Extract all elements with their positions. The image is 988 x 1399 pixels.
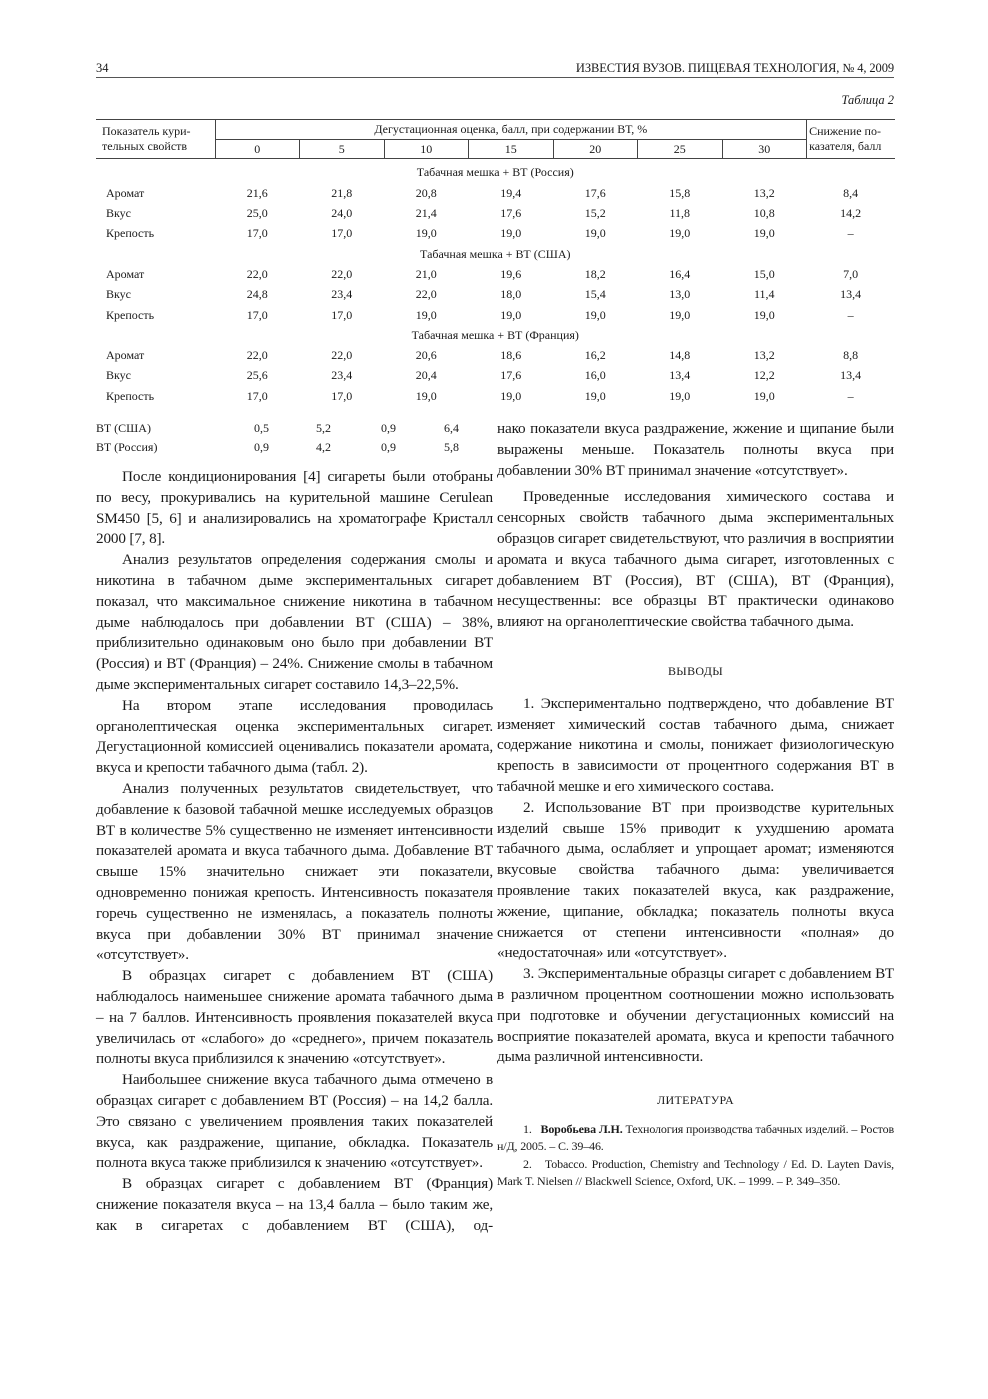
- score-cell: 20,4: [415, 368, 437, 383]
- header-conc: 5: [300, 140, 385, 159]
- table-row: [96, 224, 895, 244]
- paragraph: Проведенные исследования химического состава и сенсорных свойств табачного дыма экспериментальных образцов сигарет свидетельствуют, что различия в восприятии аромата и вкуса табачного дыма сигарет, изготовленных с добавлением ВТ (Россия), ВТ (США), ВТ (Франция), несущественны: все образцы ВТ практически одинаково влияют на органолептические свойства табачного дыма.: [497, 488, 894, 631]
- score-cell: 21,8: [331, 185, 353, 200]
- conclusion-item: 3. Экспериментальные образцы сигарет с добавлением ВТ в различном процентном соотношении можно использовать при подготовке и обучении дегустационных комиссий на восприятие показателей аромата, вкуса и крепости табачного дыма различной интенсивности.: [497, 965, 894, 1066]
- smoke-table-tail: [96, 421, 466, 459]
- row-label: Вкус: [106, 368, 131, 383]
- score-cell: 19,0: [669, 226, 691, 241]
- score-cell: 13,4: [669, 368, 691, 383]
- reference-item: 1. Воробьева Л.Н. Технология производства табачных изделий. – Ростов н/Д, 2005. – С. 39–46.: [497, 1121, 894, 1154]
- paragraph-continuation: нако показатели вкуса раздражение, жжение и щипание были выражены меньше. Показатель полноты вкуса при добавлении 30% ВТ принимал значение «отсутствует».: [497, 420, 894, 479]
- row-label: Аромат: [106, 266, 145, 281]
- row-label: Крепость: [106, 307, 155, 322]
- score-cell: 13,2: [753, 348, 775, 363]
- reference-author: Воробьева Л.Н.: [540, 1121, 623, 1136]
- score-cell: 16,2: [584, 348, 606, 363]
- score-cell: 21,4: [415, 206, 437, 221]
- table-row: [96, 305, 895, 325]
- score-cell: 17,6: [500, 206, 522, 221]
- score-cell: 17,0: [331, 226, 353, 241]
- score-cell: 15,0: [753, 266, 775, 281]
- paragraph: После кондиционирования [4] сигареты были отобраны по весу, прокуривались на курительной машине Cerulean SM450 [5, 6] и анализировались на хроматографе Кристалл 2000 [7, 8].: [96, 468, 493, 548]
- score-cell: 13,2: [753, 185, 775, 200]
- score-cell: 11,4: [754, 287, 775, 302]
- table-row: ВТ (США) 0,5 5,2 0,9 6,4: [96, 421, 459, 435]
- paragraph: В образцах сигарет с добавлением ВТ (Франция) снижение показателя вкуса – на 13,4 балла – было таким же, как в сигаретах с добавлением ВТ (США), од-: [96, 1175, 493, 1234]
- score-cell: 22,0: [246, 348, 268, 363]
- tasting-table: [96, 119, 895, 407]
- header-tasting-score: Дегустационная оценка, балл, при содержании ВТ, %: [215, 120, 807, 140]
- score-cell: 19,0: [415, 388, 437, 403]
- table-row: [96, 345, 895, 365]
- score-cell: 23,4: [331, 368, 353, 383]
- score-cell: 13,0: [669, 287, 691, 302]
- score-cell: 15,2: [584, 206, 606, 221]
- group-title: Табачная мешка + ВТ (Россия): [416, 164, 574, 179]
- score-cell: 25,0: [246, 206, 268, 221]
- reduction-cell: 8,8: [843, 348, 859, 363]
- header-conc: 30: [722, 140, 807, 159]
- conclusion-item: 1. Экспериментально подтверждено, что добавление ВТ изменяет химический состав табачного дыма, снижает содержание никотина и смолы, понижает физиологическую крепость в зависимости от процентного содержания ВТ в табачной мешке и его химического состава.: [497, 694, 894, 795]
- table-row: [96, 183, 895, 203]
- group-header-row: [96, 325, 895, 345]
- reduction-cell: –: [847, 226, 854, 241]
- reduction-cell: 8,4: [843, 185, 859, 200]
- paragraph: В образцах сигарет с добавлением ВТ (США) наблюдалось наименьшее снижение аромата табачного дыма – на 7 баллов. Интенсивность проявления показателей вкуса увеличилась от «слабого» до «среднего», причем показатель полноты вкуса приблизился к значению «отсутствует».: [96, 967, 493, 1068]
- score-cell: 21,6: [246, 185, 268, 200]
- reduction-cell: 13,4: [840, 368, 862, 383]
- reduction-cell: –: [847, 388, 854, 403]
- group-header-row: [96, 159, 895, 184]
- score-cell: 19,0: [500, 307, 522, 322]
- score-cell: 20,8: [415, 185, 437, 200]
- score-cell: 16,4: [669, 266, 691, 281]
- score-cell: 19,0: [415, 226, 437, 241]
- header-conc: 20: [553, 140, 638, 159]
- conclusions-heading: ВЫВОДЫ: [668, 663, 723, 678]
- page-number: 34: [96, 61, 109, 75]
- table-row: ВТ (Россия) 0,9 4,2 0,9 5,8: [96, 440, 459, 454]
- header-conc: 25: [638, 140, 723, 159]
- header-conc: 10: [384, 140, 469, 159]
- row-label: Вкус: [106, 206, 131, 221]
- score-cell: 10,8: [753, 206, 775, 221]
- paragraph: На втором этапе исследования проводилась органолептическая оценка экспериментальных сигарет. Дегустационной комиссией оценивались показатели аромата, вкуса и крепости табачного дыма (табл. 2).: [96, 696, 493, 777]
- reduction-cell: 7,0: [843, 266, 859, 281]
- score-cell: 17,6: [500, 368, 522, 383]
- running-head: [96, 60, 894, 78]
- score-cell: 16,0: [584, 368, 606, 383]
- right-column: [497, 419, 894, 1191]
- score-cell: 19,0: [584, 307, 606, 322]
- score-cell: 19,0: [669, 388, 691, 403]
- group-title: Табачная мешка + ВТ (США): [420, 246, 571, 261]
- reduction-cell: 13,4: [840, 287, 862, 302]
- table-row: [96, 264, 895, 284]
- paragraph: Наибольшее снижение вкуса табачного дыма отмечено в образцах сигарет с добавлением ВТ (Россия) – на 14,2 балла. Это связано с увеличением проявления таких показателей вкуса, как раздражение, щипание, обкладка. Показатель полнота вкуса также приблизился к значению «отсутствует».: [96, 1071, 493, 1172]
- conclusion-item: 2. Использование ВТ при производстве курительных изделий свыше 15% приводит к ухудшению аромата табачного дыма, ослабляет и упрощает аромат; изменяются вкусовые свойства табачного дыма: увеличивается проявление таких показателей вкуса, как раздражение, жжение, щипание, обкладка; показатель полноты вкуса снижается от степени интенсивности «полная» до «недостаточная» или «отсутствует».: [497, 798, 894, 962]
- score-cell: 19,0: [753, 307, 775, 322]
- score-cell: 18,2: [584, 266, 606, 281]
- score-cell: 22,0: [415, 287, 437, 302]
- paragraph: Анализ полученных результатов свидетельствует, что добавление к базовой табачной мешке исследуемых образцов ВТ в количестве 5% существенно не изменяет интенсивности показателей аромата и вкуса табачного дыма. Добавление ВТ свыше 15% значительно снижает эти показатели, одновременно понижая крепость. Интенсивность показателя горечь существенно не изменялась, а показатель полноты вкуса при добавлении 30% ВТ принимал значение «отсутствует».: [96, 779, 493, 964]
- score-cell: 19,0: [753, 388, 775, 403]
- table-row: [96, 285, 895, 305]
- score-cell: 19,4: [500, 185, 522, 200]
- score-cell: 23,4: [331, 287, 353, 302]
- score-cell: 11,8: [669, 206, 691, 221]
- score-cell: 19,0: [500, 226, 522, 241]
- paragraph: Анализ результатов определения содержания смолы и никотина в табачном дыме экспериментальных сигарет показал, что максимальное снижение никотина в табачном дыме наблюдалось при добавлении ВТ (США) – 38%, приблизительно одинаковым оно было при добавлении ВТ (Россия) и ВТ (Франция) – 24%. Снижение смолы в табачном дыме экспериментальных сигарет составило 14,3–22,5%.: [96, 551, 493, 693]
- header-conc: 0: [215, 140, 300, 159]
- reduction-cell: 14,2: [840, 206, 862, 221]
- row-label: Аромат: [106, 185, 145, 200]
- score-cell: 17,0: [246, 388, 268, 403]
- score-cell: 17,0: [331, 388, 353, 403]
- score-cell: 22,0: [246, 266, 268, 281]
- score-cell: 17,0: [246, 226, 268, 241]
- score-cell: 19,0: [584, 388, 606, 403]
- row-label: Аромат: [106, 348, 145, 363]
- journal-title: ИЗВЕСТИЯ ВУЗОВ. ПИЩЕВАЯ ТЕХНОЛОГИЯ, № 4, 2009: [575, 61, 894, 75]
- score-cell: 24,8: [246, 287, 268, 302]
- score-cell: 17,0: [246, 307, 268, 322]
- header-conc: 15: [469, 140, 554, 159]
- score-cell: 19,0: [753, 226, 775, 241]
- score-cell: 22,0: [331, 266, 353, 281]
- score-cell: 19,0: [415, 307, 437, 322]
- references-list: [497, 1121, 894, 1191]
- row-label: Вкус: [106, 287, 131, 302]
- score-cell: 19,0: [500, 388, 522, 403]
- score-cell: 18,6: [500, 348, 522, 363]
- reference-item: 2. Tobacco. Production, Chemistry and Technology / Ed. D. Layten Davis, Mark T. Nielsen // Blackwell Science, Oxford, UK. – 1999. – P. 349–350.: [497, 1156, 894, 1189]
- score-cell: 19,0: [669, 307, 691, 322]
- score-cell: 15,4: [584, 287, 606, 302]
- group-header-row: [96, 244, 895, 264]
- group-title: Табачная мешка + ВТ (Франция): [411, 327, 579, 342]
- score-cell: 22,0: [331, 348, 353, 363]
- score-cell: 14,8: [669, 348, 691, 363]
- header-reduction: Снижение по- казателя, балл: [807, 120, 895, 159]
- row-label: Крепость: [106, 226, 155, 241]
- score-cell: 15,8: [669, 185, 691, 200]
- score-cell: 17,6: [584, 185, 606, 200]
- table-row: [96, 366, 895, 386]
- table-row: [96, 203, 895, 223]
- score-cell: 19,6: [500, 266, 522, 281]
- score-cell: 19,0: [584, 226, 606, 241]
- table-row: [96, 386, 895, 406]
- row-label: Крепость: [106, 388, 155, 403]
- left-column: [96, 467, 493, 1236]
- table-body: [96, 159, 895, 407]
- score-cell: 17,0: [331, 307, 353, 322]
- score-cell: 24,0: [331, 206, 353, 221]
- reduction-cell: –: [847, 307, 854, 322]
- references-heading: ЛИТЕРАТУРА: [657, 1093, 734, 1108]
- table-caption: Таблица 2: [841, 93, 894, 107]
- header-indicator: Показатель кури- тельных свойств: [96, 120, 215, 159]
- score-cell: 12,2: [753, 368, 775, 383]
- score-cell: 21,0: [415, 266, 437, 281]
- score-cell: 20,6: [415, 348, 437, 363]
- score-cell: 18,0: [500, 287, 522, 302]
- score-cell: 25,6: [246, 368, 268, 383]
